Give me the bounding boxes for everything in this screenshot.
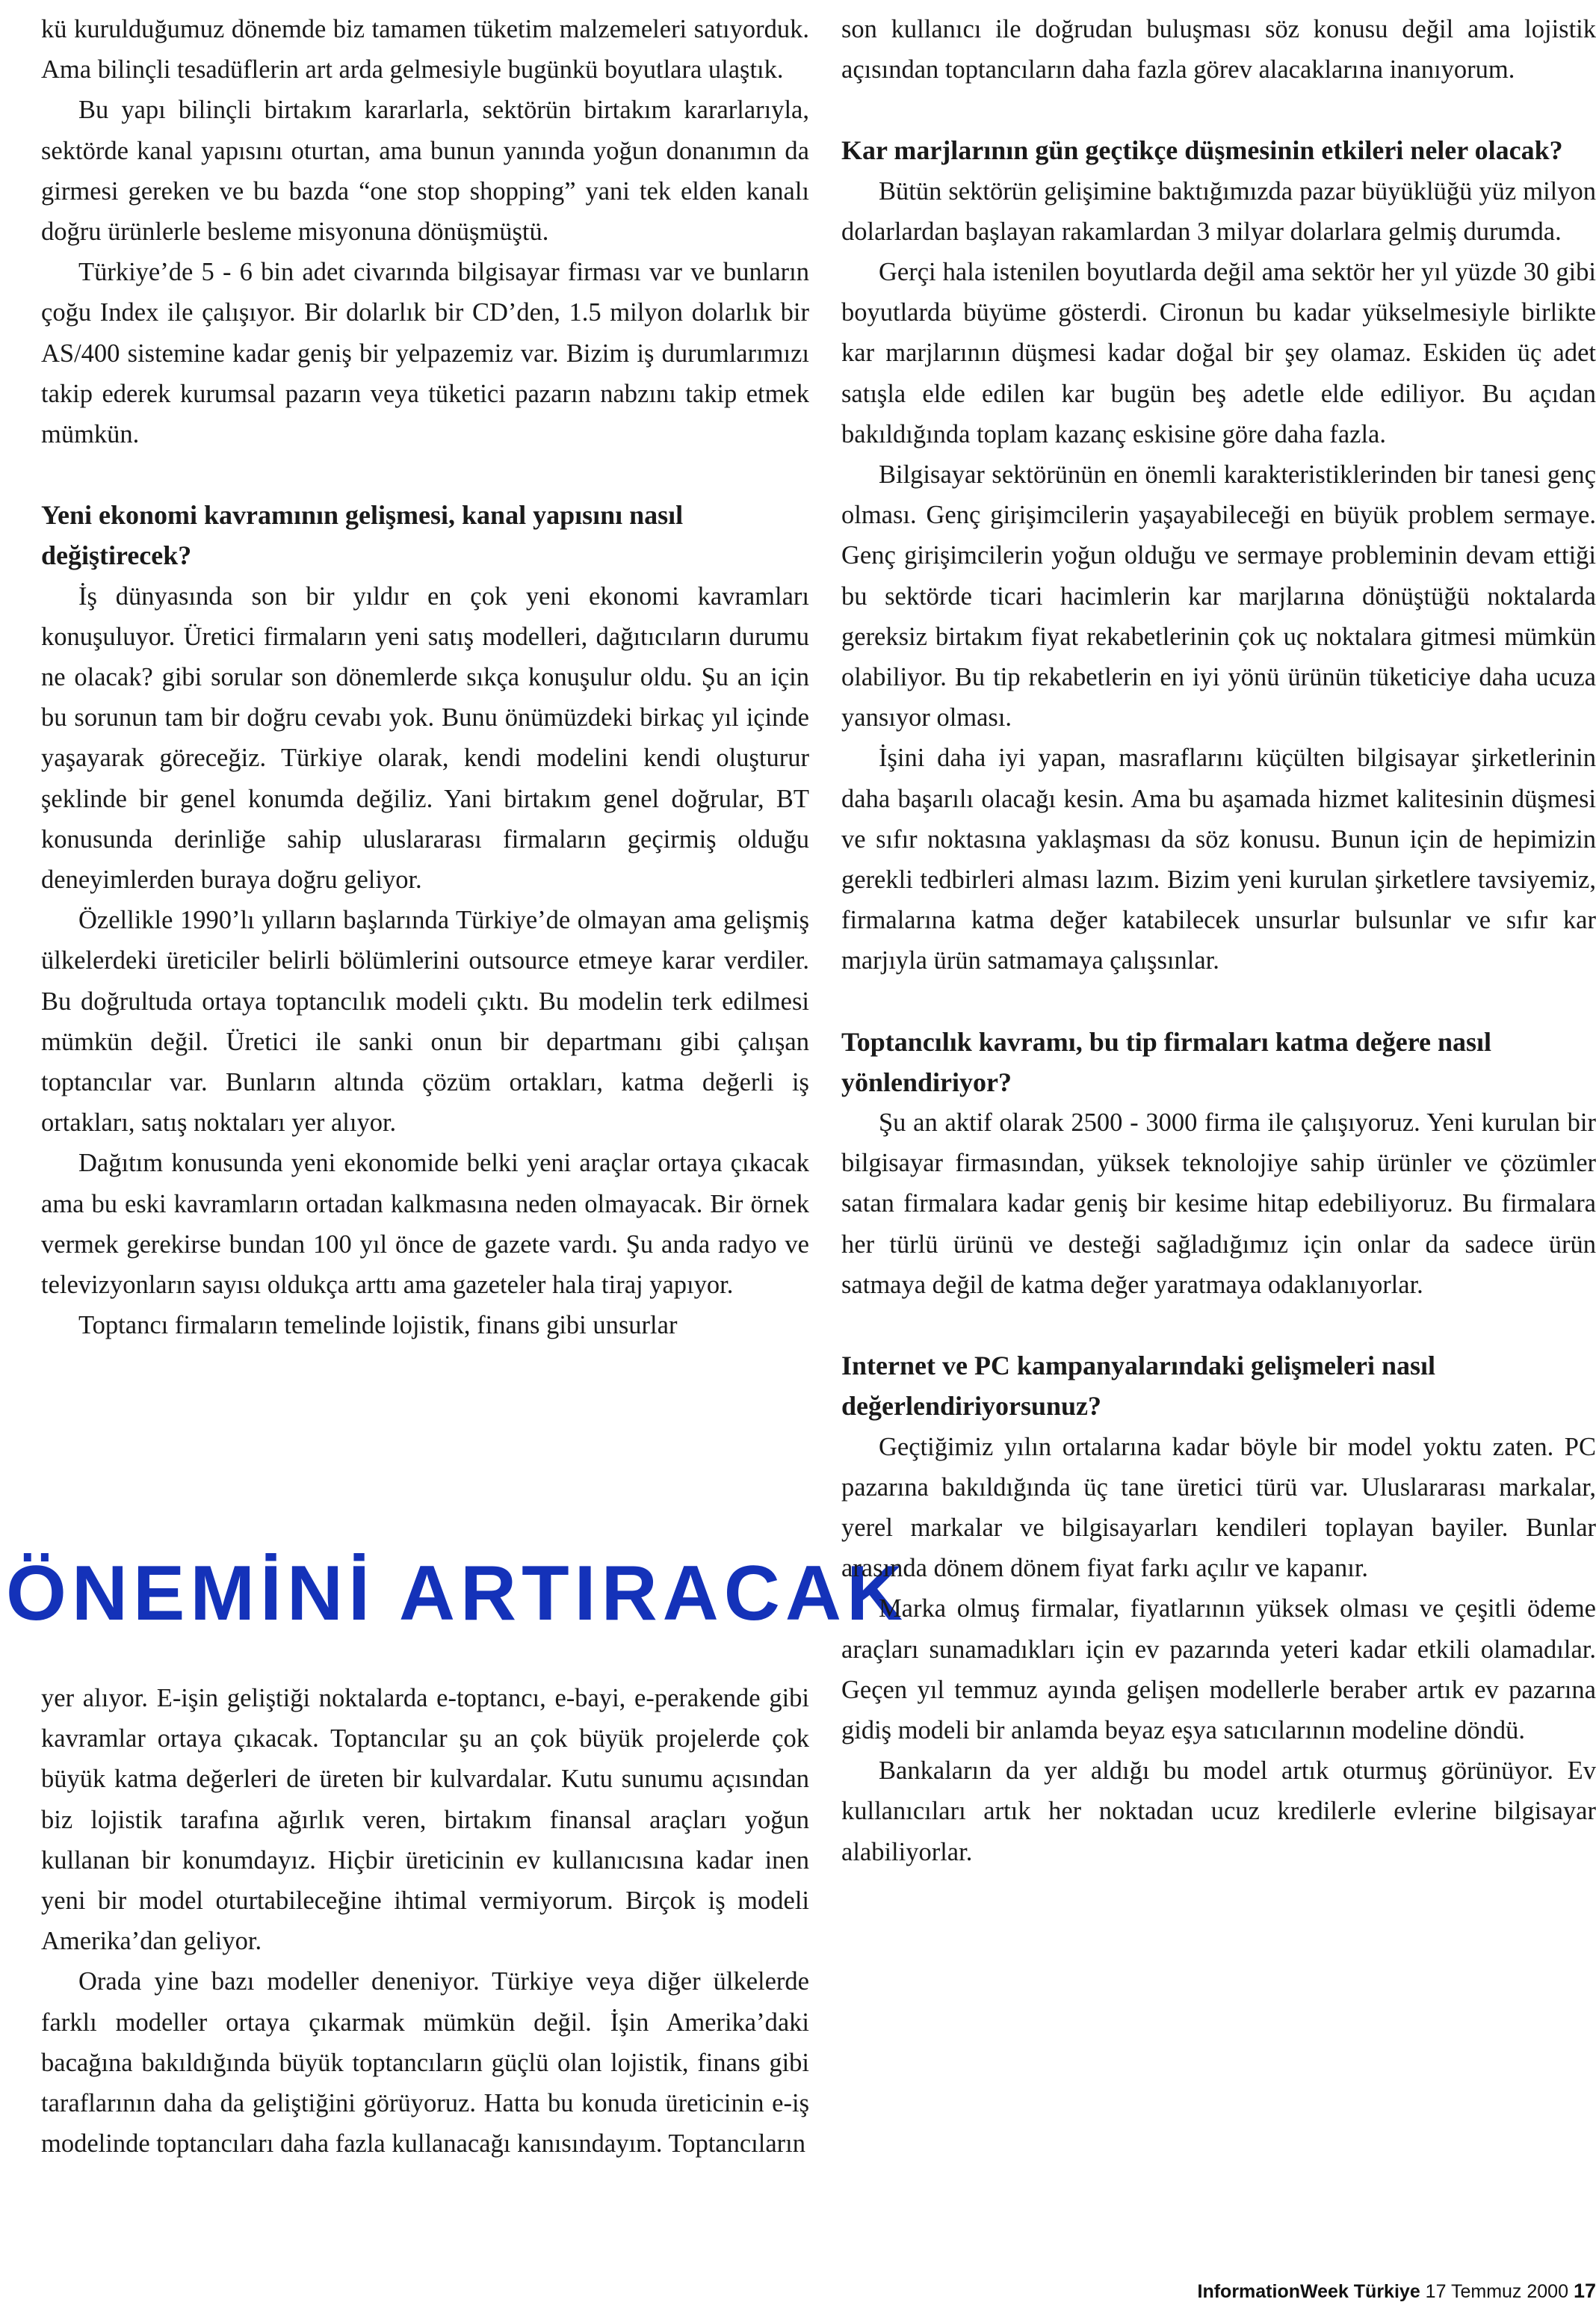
- paragraph: Gerçi hala istenilen boyutlarda değil ama sektör her yıl yüzde 30 gibi boyutlarda büyüme gösterdi. Cironun bu kadar yükselmesiyle birlikte kar marjlarının düşmesi kadar doğal bir şey olamaz. Eskiden üç adet satışla elde edilen kar bugün beş adetle elde ediliyor. Bu açıdan bakıldığında toplam kazanç eskisine göre daha fazla.: [841, 258, 1596, 448]
- paragraph: kü kurulduğumuz dönemde biz tamamen tüketim malzemeleri satıyorduk. Ama bilinçli tesadüflerin art arda gelmesiyle bugünkü boyutlara ulaştık.: [41, 15, 809, 84]
- paragraph: Toptancı firmaların temelinde lojistik, finans gibi unsurlar: [78, 1311, 678, 1340]
- paragraph: Özellikle 1990’lı yılların başlarında Türkiye’de olmayan ama gelişmiş ülkelerdeki üreticiler belirli bölümlerini outsource etmeye karar verdiler. Bu doğrultuda ortaya toptancılık modeli çıktı. Bu modelin terk edilmesi mümkün değil. Üretici ile sanki onun bir departmanı gibi çalışan toptancılar var. Bunların altında çözüm ortakları, katma değerli iş ortakları, satış noktaları yer alıyor.: [41, 906, 809, 1138]
- question-heading: Kar marjlarının gün geçtikçe düşmesinin etkileri neler olacak?: [841, 135, 1563, 166]
- question-heading: Toptancılık kavramı, bu tip firmaları katma değere nasıl yönlendiriyor?: [841, 1026, 1492, 1097]
- paragraph: yer alıyor. E-işin geliştiği noktalarda e-toptancı, e-bayi, e-perakende gibi kavramlar ortaya çıkacak. Toptancılar şu an çok büyük projelerde çok büyük katma değerleri de üreten bir kulvardalar. Kutu sunumu açısından biz lojistik tarafına ağırlık veren, birtakım finansal araçları yoğun kullanan bir konumdayız. Hiçbir üreticinin ev kullanıcısına kadar inen yeni bir model oturtabileceğine ihtimal vermiyorum. Birçok iş modeli Amerika’dan geliyor.: [41, 1684, 809, 1956]
- paragraph: Türkiye’de 5 - 6 bin adet civarında bilgisayar firması var ve bunların çoğu Index ile çalışıyor. Bir dolarlık bir CD’den, 1.5 milyon dolarlık bir AS/400 sistemine kadar geniş bir yelpazemiz var. Bizim iş durumlarımızı takip ederek kurumsal pazarın veya tüketici pazarın nabzını takip etmek mümkün.: [41, 258, 809, 449]
- paragraph: Şu an aktif olarak 2500 - 3000 firma ile çalışıyoruz. Yeni kurulan bir bilgisayar firmasından, yüksek teknolojiye sahip ürünler ve çözümler satan firmalara kadar geniş bir kesime hitap edebiliyoruz. Bu firmalara her türlü ürünü ve desteği sağladığımız için onlar da sadece ürün satmaya değil de katma değer yaratmaya odaklanıyorlar.: [841, 1108, 1596, 1299]
- paragraph: Bütün sektörün gelişimine baktığımızda pazar büyüklüğü yüz milyon dolarlardan başlayan rakamlardan 3 milyar dolarlara gelmiş durumda.: [841, 176, 1596, 246]
- question-heading: Internet ve PC kampanyalarındaki gelişmeleri nasıl değerlendiriyorsunuz?: [841, 1351, 1435, 1422]
- right-column: [841, 9, 1596, 1872]
- paragraph: Marka olmuş firmalar, fiyatlarının yüksek olması ve çeşitli ödeme araçları sunamadıkları için ev pazarında yeteri kadar etkili olamadılar. Geçen yıl temmuz ayında gelişen modellerle beraber artık ev pazarına gidiş modeli bir anlamda beyaz eşya satıcılarının modeline döndü.: [841, 1594, 1596, 1744]
- issue-date: 17 Temmuz 2000: [1425, 2281, 1568, 2302]
- paragraph: İşini daha iyi yapan, masraflarını küçülten bilgisayar şirketlerinin daha başarılı olacağı kesin. Ama bu aşamada hizmet kalitesinin düşmesi ve sıfır noktasına yaklaşması da söz konusu. Bunun için de hepimizin gerekli tedbirleri alması lazım. Bizim yeni kurulan şirketlere tavsiyemiz, firmalarına katma değer katabilecek unsurlar bulsunlar ve sıfır kar marjıyla ürün satmamaya çalışsınlar.: [841, 744, 1596, 975]
- paragraph: Bankaların da yer aldığı bu model artık oturmuş görünüyor. Ev kullanıcıları artık her noktadan ucuz kredilerle evlerine bilgisayar alabiliyorlar.: [841, 1756, 1596, 1866]
- paragraph: Bilgisayar sektörünün en önemli karakteristiklerinden bir tanesi genç olması. Genç girişimcilerin yaşayabileceği en büyük problem sermaye. Genç girişimcilerin yoğun olduğu ve sermaye probleminin devam ettiği bu sektörde ticari hacimlerin kar marjlarına dönüştüğü noktalarda gereksiz birtakım fiyat rekabetlerinin çok uç noktalara gitmesi mümkün olabiliyor. Bu tip rekabetlerin en iyi yönü ürünün tüketiciye daha ucuza yansıyor olması.: [841, 460, 1596, 732]
- paragraph: son kullanıcı ile doğrudan buluşması söz konusu değil ama lojistik açısından toptancıların daha fazla görev alacaklarına inanıyorum.: [841, 15, 1596, 84]
- article-headline: ÖNEMİNİ ARTIRACAK: [6, 1550, 909, 1637]
- page-number: 17: [1573, 2280, 1596, 2302]
- left-column-top: [41, 9, 809, 1346]
- paragraph: Bu yapı bilinçli birtakım kararlarla, sektörün birtakım kararlarıyla, sektörde kanal yapısını oturtan, ama bunun yanında yoğun donanımın da girmesi gereken ve bu bazda “one stop shopping” yani tek elden kanalı doğru ürünlerle besleme misyonuna dönüşmüştü.: [41, 96, 809, 247]
- page-footer: [1198, 2278, 1596, 2304]
- left-column-bottom: [41, 1678, 809, 2164]
- question-heading: Yeni ekonomi kavramının gelişmesi, kanal yapısını nasıl değiştirecek?: [41, 500, 684, 571]
- paragraph: İş dünyasında son bir yıldır en çok yeni ekonomi kavramları konuşuluyor. Üretici firmaların yeni satış modelleri, dağıtıcıların durumu ne olacak? gibi sorular son dönemlerde sıkça konuşulur oldu. Şu an için bu sorunun tam bir doğru cevabı yok. Bunu önümüzdeki birkaç yıl içinde yaşayarak göreceğiz. Türkiye olarak, kendi modelini kendi oluşturur şeklinde bir genel konumda değiliz. Yani birtakım genel doğrular, BT konusunda derinliğe sahip uluslararası firmaların geçirmiş olduğu deneyimlerden buraya doğru geliyor.: [41, 581, 809, 895]
- paragraph: Dağıtım konusunda yeni ekonomide belki yeni araçlar ortaya çıkacak ama bu eski kavramların ortadan kalkmasına neden olmayacak. Bir örnek vermek gerekirse bundan 100 yıl önce de gazete vardı. Şu anda radyo ve televizyonların sayısı oldukça arttı ama gazeteler hala tiraj yapıyor.: [41, 1149, 809, 1300]
- publication-name: InformationWeek Türkiye: [1197, 2281, 1420, 2302]
- paragraph: Geçtiğimiz yılın ortalarına kadar böyle bir model yoktu zaten. PC pazarına bakıldığında üç tane üretici türü var. Uluslararası markalar, yerel markalar ve bilgisayarları kendileri toplayan bayiler. Bunlar arasında dönem dönem fiyat farkı açılır ve kapanır.: [841, 1432, 1596, 1583]
- paragraph: Orada yine bazı modeller deneniyor. Türkiye veya diğer ülkelerde farklı modeller ortaya çıkarmak mümkün değil. İşin Amerika’daki bacağına bakıldığında büyük toptancıların güçlü olan lojistik, finans gibi taraflarının daha da geliştiğini görüyoruz. Hatta bu konuda üreticinin e-iş modelinde toptancıları daha fazla kullanacağı kanısındayım. Toptancıların: [41, 1967, 809, 2159]
